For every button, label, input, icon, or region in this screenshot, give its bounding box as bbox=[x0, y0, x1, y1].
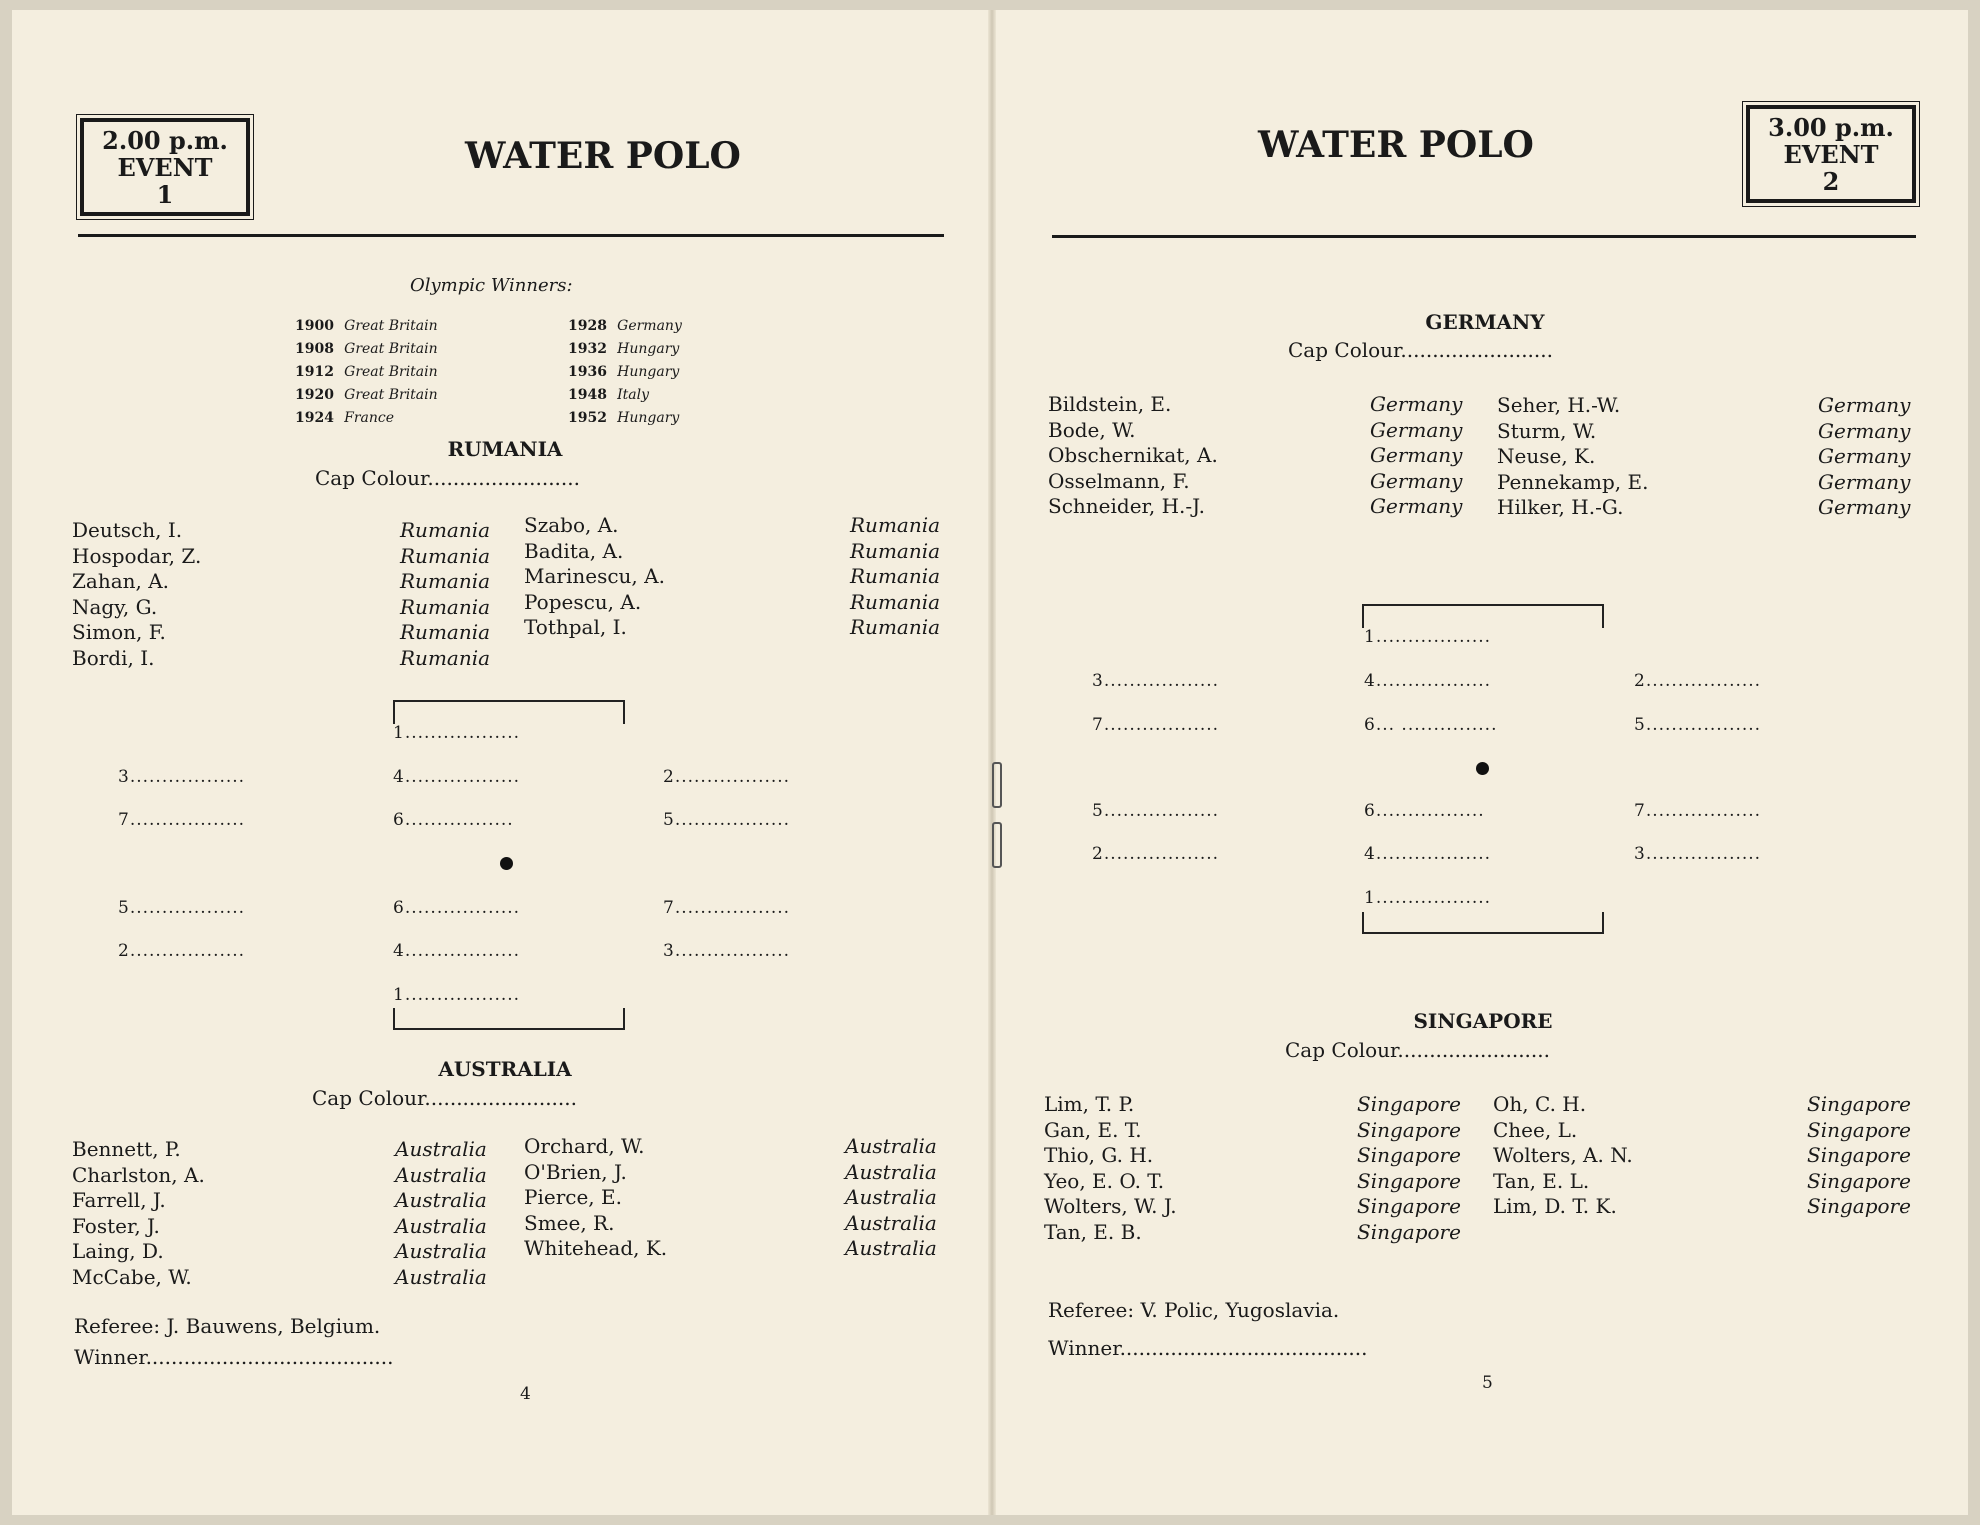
player-country: Singapore bbox=[1807, 1194, 1911, 1218]
player-country: Rumania bbox=[400, 569, 491, 593]
player-country: Germany bbox=[1370, 494, 1463, 518]
player-country: Rumania bbox=[850, 538, 941, 563]
player-country: Singapore bbox=[1357, 1168, 1461, 1193]
player-country: Rumania bbox=[400, 518, 491, 542]
winner-row: 1908 Great Britain bbox=[295, 341, 438, 357]
staple-top bbox=[992, 762, 1002, 808]
player-country: Germany bbox=[1370, 443, 1463, 467]
player-country: Australia bbox=[395, 1162, 487, 1187]
rumania-col2-names bbox=[524, 513, 665, 641]
player-name: Lim, T. P. bbox=[1044, 1092, 1135, 1116]
player-country: Singapore bbox=[1357, 1092, 1461, 1116]
event-time: 3.00 p.m. bbox=[1768, 112, 1894, 142]
position-3: 3.................. bbox=[663, 941, 791, 961]
cap-colour-rumania: Cap Colour........................ bbox=[315, 466, 580, 490]
olympic-winners-col2 bbox=[568, 314, 682, 429]
player-country: Rumania bbox=[850, 564, 941, 588]
cap-colour-germany: Cap Colour........................ bbox=[1288, 338, 1553, 362]
winner-row: 1928 Germany bbox=[568, 318, 682, 334]
olympic-winners-col1 bbox=[295, 314, 438, 429]
player-country: Germany bbox=[1818, 444, 1911, 468]
player-country: Rumania bbox=[850, 615, 941, 639]
goal-top bbox=[1362, 604, 1604, 628]
player-country: Germany bbox=[1370, 392, 1463, 416]
position-7: 7.................. bbox=[1634, 801, 1762, 821]
australia-col2-names bbox=[524, 1134, 667, 1262]
team-name-singapore: SINGAPORE bbox=[1413, 1009, 1553, 1033]
player-name: Foster, J. bbox=[72, 1213, 160, 1238]
position-2: 2.................. bbox=[1092, 844, 1220, 864]
player-country: Singapore bbox=[1807, 1092, 1911, 1116]
page-title-right: WATER POLO bbox=[1258, 124, 1534, 166]
player-country: Australia bbox=[395, 1213, 487, 1238]
event-label: EVENT bbox=[117, 152, 213, 182]
winner-row: 1952 Hungary bbox=[568, 410, 680, 426]
player-country: Germany bbox=[1818, 393, 1911, 417]
player-country: Australia bbox=[395, 1137, 487, 1161]
player-name: McCabe, W. bbox=[72, 1264, 192, 1289]
player-name: Lim, D. T. K. bbox=[1493, 1194, 1617, 1218]
position-2: 2.................. bbox=[1634, 671, 1762, 691]
player-name: Smee, R. bbox=[524, 1210, 615, 1235]
player-name: Wolters, W. J. bbox=[1044, 1194, 1177, 1218]
goal-bottom bbox=[1362, 912, 1604, 934]
player-name: Szabo, A. bbox=[524, 513, 619, 537]
event-number: 2 bbox=[1822, 166, 1840, 196]
title-rule-right bbox=[1052, 235, 1916, 238]
player-name: O'Brien, J. bbox=[524, 1159, 627, 1184]
player-name: Chee, L. bbox=[1493, 1117, 1578, 1142]
winner-row: 1912 Great Britain bbox=[295, 364, 438, 380]
position-6: 6................. bbox=[1364, 801, 1485, 821]
winner-row: 1936 Hungary bbox=[568, 364, 680, 380]
winner-row: 1932 Hungary bbox=[568, 341, 680, 357]
position-4: 4.................. bbox=[1364, 844, 1492, 864]
position-bottom-1: 1.................. bbox=[1364, 888, 1492, 908]
player-country: Rumania bbox=[400, 620, 491, 644]
position-3: 3.................. bbox=[1092, 671, 1220, 691]
player-country: Germany bbox=[1370, 417, 1463, 442]
player-name: Deutsch, I. bbox=[72, 518, 183, 542]
goal-bottom bbox=[393, 1008, 625, 1030]
position-5: 5.................. bbox=[663, 810, 791, 830]
player-country: Singapore bbox=[1807, 1168, 1911, 1193]
player-country: Singapore bbox=[1357, 1143, 1461, 1167]
player-name: Simon, F. bbox=[72, 620, 166, 644]
event-box-right bbox=[1746, 105, 1916, 203]
singapore-col1-countries bbox=[1357, 1092, 1461, 1245]
player-country: Singapore bbox=[1807, 1117, 1911, 1142]
germany-col1-names bbox=[1048, 392, 1218, 520]
goal-top bbox=[393, 700, 625, 724]
winner-line-right: Winner....................................... bbox=[1048, 1336, 1368, 1360]
player-country: Germany bbox=[1818, 418, 1911, 443]
germany-col1-countries bbox=[1370, 392, 1462, 520]
player-name: Pennekamp, E. bbox=[1497, 469, 1649, 494]
event-number: 1 bbox=[156, 179, 174, 209]
position-5: 5.................. bbox=[1634, 715, 1762, 735]
player-name: Whitehead, K. bbox=[524, 1236, 668, 1260]
page-number-left: 4 bbox=[520, 1384, 531, 1404]
player-country: Rumania bbox=[400, 543, 491, 568]
player-country: Germany bbox=[1370, 468, 1463, 493]
position-5: 5.................. bbox=[1092, 801, 1220, 821]
player-country: Australia bbox=[395, 1188, 487, 1212]
player-country: Rumania bbox=[850, 513, 941, 537]
player-country: Australia bbox=[395, 1264, 487, 1289]
team-name-rumania: RUMANIA bbox=[447, 437, 563, 461]
player-name: Yeo, E. O. T. bbox=[1044, 1168, 1165, 1193]
position-top-1: 1.................. bbox=[1364, 627, 1492, 647]
player-country: Australia bbox=[845, 1159, 937, 1184]
player-name: Popescu, A. bbox=[524, 589, 642, 614]
player-country: Singapore bbox=[1807, 1143, 1911, 1167]
staple-bottom bbox=[992, 822, 1002, 868]
player-country: Australia bbox=[845, 1236, 937, 1260]
team-name-germany: GERMANY bbox=[1425, 310, 1545, 334]
position-6: 6... ............... bbox=[1364, 715, 1498, 735]
player-country: Australia bbox=[845, 1210, 937, 1235]
team-name-australia: AUSTRALIA bbox=[438, 1057, 572, 1081]
position-6: 6................. bbox=[393, 810, 514, 830]
player-name: Laing, D. bbox=[72, 1239, 164, 1263]
australia-col1-countries bbox=[395, 1137, 487, 1290]
position-4: 4.................. bbox=[393, 941, 521, 961]
rumania-col2-countries bbox=[850, 513, 940, 641]
player-name: Obschernikat, A. bbox=[1048, 443, 1218, 467]
player-name: Badita, A. bbox=[524, 538, 624, 563]
cap-colour-singapore: Cap Colour........................ bbox=[1285, 1038, 1550, 1062]
singapore-col2-countries bbox=[1807, 1092, 1911, 1220]
centre-ball-dot bbox=[500, 857, 513, 870]
title-rule-left bbox=[78, 234, 944, 237]
player-name: Oh, C. H. bbox=[1493, 1092, 1587, 1116]
player-country: Rumania bbox=[850, 589, 941, 614]
player-name: Tothpal, I. bbox=[524, 615, 627, 639]
position-top-1: 1.................. bbox=[393, 723, 521, 743]
player-country: Rumania bbox=[400, 645, 491, 670]
player-name: Farrell, J. bbox=[72, 1188, 166, 1212]
olympic-winners-heading: Olympic Winners: bbox=[410, 275, 573, 296]
position-7: 7.................. bbox=[1092, 715, 1220, 735]
event-time: 2.00 p.m. bbox=[102, 125, 228, 155]
page-number-right: 5 bbox=[1482, 1373, 1493, 1393]
player-name: Schneider, H.-J. bbox=[1048, 494, 1205, 518]
centre-ball-dot bbox=[1476, 762, 1489, 775]
australia-col1-names bbox=[72, 1137, 205, 1290]
germany-col2-names bbox=[1497, 393, 1648, 521]
player-country: Germany bbox=[1818, 495, 1911, 519]
position-4: 4.................. bbox=[393, 767, 521, 787]
player-name: Bildstein, E. bbox=[1048, 392, 1172, 416]
cap-colour-australia: Cap Colour........................ bbox=[312, 1086, 577, 1110]
player-country: Australia bbox=[395, 1239, 487, 1263]
winner-row: 1900 Great Britain bbox=[295, 318, 438, 334]
player-name: Sturm, W. bbox=[1497, 418, 1597, 443]
player-name: Bennett, P. bbox=[72, 1137, 181, 1161]
player-country: Rumania bbox=[400, 594, 491, 619]
singapore-col2-names bbox=[1493, 1092, 1633, 1220]
position-4: 4.................. bbox=[1364, 671, 1492, 691]
player-name: Charlston, A. bbox=[72, 1162, 205, 1187]
referee-left: Referee: J. Bauwens, Belgium. bbox=[74, 1314, 381, 1338]
referee-right: Referee: V. Polic, Yugoslavia. bbox=[1048, 1298, 1340, 1322]
player-name: Seher, H.-W. bbox=[1497, 393, 1621, 417]
player-name: Pierce, E. bbox=[524, 1185, 622, 1209]
player-name: Osselmann, F. bbox=[1048, 468, 1190, 493]
player-country: Germany bbox=[1818, 469, 1911, 494]
player-name: Tan, E. B. bbox=[1044, 1219, 1142, 1244]
player-name: Hilker, H.-G. bbox=[1497, 495, 1624, 519]
position-3: 3.................. bbox=[1634, 844, 1762, 864]
player-name: Zahan, A. bbox=[72, 569, 170, 593]
page-title-left: WATER POLO bbox=[465, 135, 741, 177]
player-name: Gan, E. T. bbox=[1044, 1117, 1142, 1142]
position-3: 3.................. bbox=[118, 767, 246, 787]
winner-row: 1924 France bbox=[295, 410, 395, 426]
player-name: Neuse, K. bbox=[1497, 444, 1596, 468]
player-country: Australia bbox=[845, 1134, 937, 1158]
player-country: Singapore bbox=[1357, 1219, 1461, 1244]
player-name: Orchard, W. bbox=[524, 1134, 645, 1158]
position-6: 6.................. bbox=[393, 898, 521, 918]
position-2: 2.................. bbox=[118, 941, 246, 961]
australia-col2-countries bbox=[845, 1134, 937, 1262]
rumania-col1-countries bbox=[400, 518, 490, 671]
player-name: Thio, G. H. bbox=[1044, 1143, 1154, 1167]
position-2: 2.................. bbox=[663, 767, 791, 787]
position-7: 7.................. bbox=[663, 898, 791, 918]
germany-col2-countries bbox=[1818, 393, 1910, 521]
player-country: Singapore bbox=[1357, 1117, 1461, 1142]
winner-row: 1948 Italy bbox=[568, 387, 650, 403]
player-name: Bordi, I. bbox=[72, 645, 155, 670]
player-name: Wolters, A. N. bbox=[1493, 1143, 1633, 1167]
player-name: Marinescu, A. bbox=[524, 564, 665, 588]
player-name: Tan, E. L. bbox=[1493, 1168, 1590, 1193]
position-bottom-1: 1.................. bbox=[393, 985, 521, 1005]
player-country: Australia bbox=[845, 1185, 937, 1209]
event-label: EVENT bbox=[1783, 139, 1879, 169]
player-country: Singapore bbox=[1357, 1194, 1461, 1218]
player-name: Bode, W. bbox=[1048, 417, 1136, 442]
event-box-left bbox=[80, 118, 250, 216]
position-5: 5.................. bbox=[118, 898, 246, 918]
rumania-col1-names bbox=[72, 518, 201, 671]
player-name: Hospodar, Z. bbox=[72, 543, 202, 568]
position-7: 7.................. bbox=[118, 810, 246, 830]
winner-line-left: Winner....................................... bbox=[74, 1345, 394, 1369]
player-name: Nagy, G. bbox=[72, 594, 158, 619]
winner-row: 1920 Great Britain bbox=[295, 387, 438, 403]
singapore-col1-names bbox=[1044, 1092, 1177, 1245]
